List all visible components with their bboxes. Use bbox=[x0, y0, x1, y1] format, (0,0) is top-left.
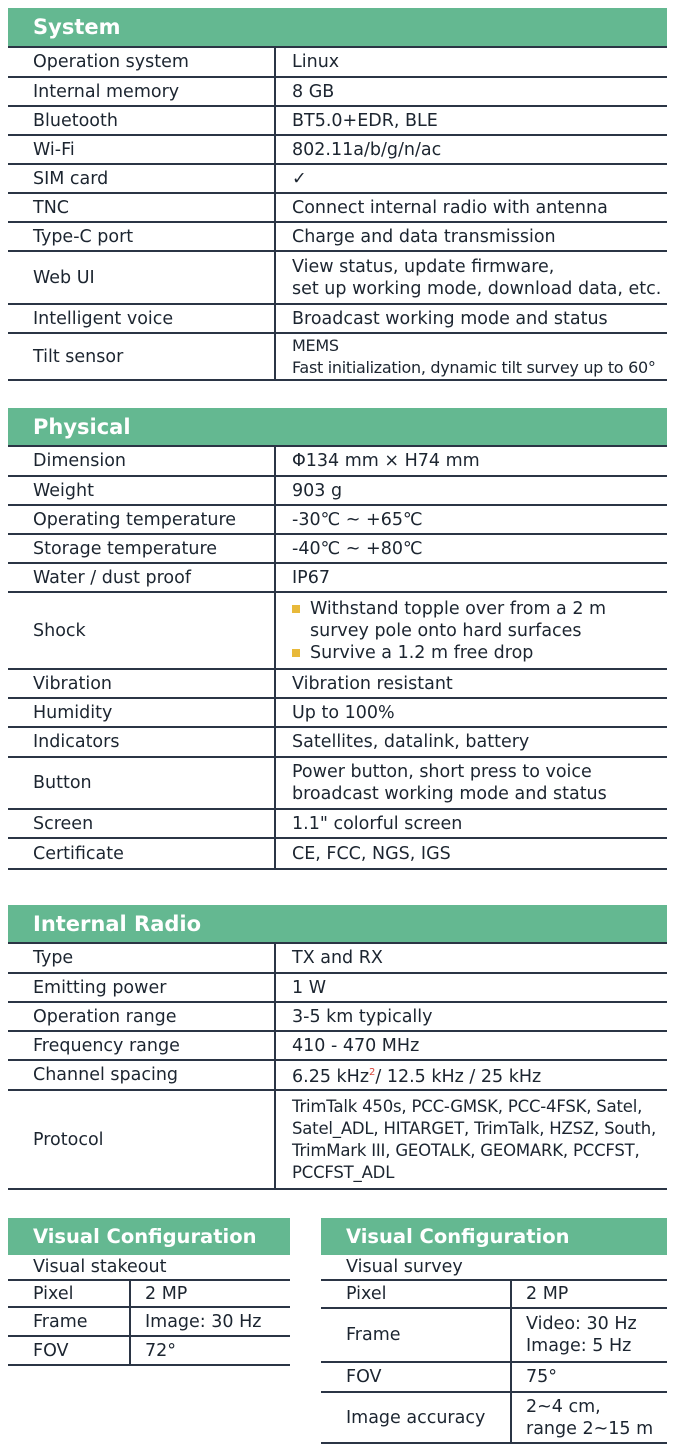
table-row: Emitting power 1 W bbox=[8, 973, 667, 1002]
bullet-icon bbox=[292, 649, 300, 657]
table-row: Operation range 3-5 km typically bbox=[8, 1002, 667, 1031]
visual-left-table bbox=[8, 1279, 290, 1366]
table-row: Indicators Satellites, datalink, battery bbox=[8, 727, 667, 757]
table-row: Type TX and RX bbox=[8, 943, 667, 973]
radio-table bbox=[8, 942, 667, 1190]
table-row: Button Power button, short press to voice broadcast working mode and status bbox=[8, 757, 667, 809]
physical-section bbox=[8, 408, 667, 870]
visual-right-header: Visual Configuration bbox=[321, 1218, 667, 1255]
table-row: Operating temperature -30℃ ~ +65℃ bbox=[8, 505, 667, 534]
table-row: Storage temperature -40℃ ~ +80℃ bbox=[8, 534, 667, 563]
table-row: Bluetooth BT5.0+EDR, BLE bbox=[8, 106, 667, 135]
table-row: FOV 72° bbox=[8, 1336, 290, 1365]
table-row: Certificate CE, FCC, NGS, IGS bbox=[8, 838, 667, 869]
table-row: Internal memory 8 GB bbox=[8, 77, 667, 106]
physical-header: Physical bbox=[8, 408, 667, 445]
table-row: Pixel 2 MP bbox=[321, 1280, 667, 1308]
table-row: Frame Image: 30 Hz bbox=[8, 1307, 290, 1336]
visual-right-table bbox=[321, 1279, 667, 1444]
table-row: Dimension Φ134 mm × H74 mm bbox=[8, 446, 667, 476]
visual-right-subtitle: Visual survey bbox=[346, 1257, 463, 1277]
table-row: Channel spacing 6.25 kHz$^2$/ 12.5 kHz / 25 kHz bbox=[8, 1060, 667, 1090]
table-row: Tilt sensor MEMS Fast initialization, dynamic tilt survey up to 60° bbox=[8, 333, 667, 380]
visual-survey-section bbox=[321, 1218, 667, 1444]
table-row: Weight 903 g bbox=[8, 476, 667, 505]
table-row: Web UI View status, update firmware, set up working mode, download data, etc. bbox=[8, 251, 667, 304]
table-row: Water / dust proof IP67 bbox=[8, 563, 667, 592]
table-row: TNC Connect internal radio with antenna bbox=[8, 193, 667, 222]
table-row: Frame Video: 30 Hz Image: 5 Hz bbox=[321, 1308, 667, 1362]
list-item: Withstand topple over from a 2 m survey pole onto hard surfaces bbox=[292, 598, 667, 642]
footnote-marker: 2 bbox=[369, 1067, 376, 1079]
visual-stakeout-section bbox=[8, 1218, 290, 1366]
table-row: Wi-Fi 802.11a/b/g/n/ac bbox=[8, 135, 667, 164]
check-icon: ✓ bbox=[275, 164, 667, 193]
table-row: Humidity Up to 100% bbox=[8, 698, 667, 727]
system-table bbox=[8, 46, 667, 381]
table-row: Shock Withstand topple over from a 2 m survey pole onto hard surfaces Survive a 1.2 m free drop bbox=[8, 592, 667, 669]
table-row: Operation system Linux bbox=[8, 47, 667, 77]
table-row: Protocol TrimTalk 450s, PCC-GMSK, PCC-4FSK, Satel, Satel_ADL, HITARGET, TrimTalk, HZSZ, South, TrimMark III, GEOTALK, GEOMARK, PCCFST, PCCFST_ADL bbox=[8, 1090, 667, 1189]
table-row: Type-C port Charge and data transmission bbox=[8, 222, 667, 251]
table-row: Frequency range 410 - 470 MHz bbox=[8, 1031, 667, 1060]
table-row: SIM card ✓ bbox=[8, 164, 667, 193]
table-row: FOV 75° bbox=[321, 1362, 667, 1392]
table-row: Vibration Vibration resistant bbox=[8, 669, 667, 698]
radio-header: Internal Radio bbox=[8, 905, 667, 942]
system-section bbox=[8, 8, 667, 381]
visual-left-subtitle: Visual stakeout bbox=[33, 1257, 167, 1277]
physical-table bbox=[8, 445, 667, 870]
bullet-icon bbox=[292, 605, 300, 613]
radio-section bbox=[8, 905, 667, 1190]
table-row: Image accuracy 2~4 cm, range 2~15 m bbox=[321, 1392, 667, 1443]
list-item: Survive a 1.2 m free drop bbox=[292, 642, 667, 664]
system-header: System bbox=[8, 8, 667, 46]
table-row: Intelligent voice Broadcast working mode and status bbox=[8, 304, 667, 333]
table-row: Screen 1.1" colorful screen bbox=[8, 809, 667, 838]
visual-left-header: Visual Configuration bbox=[8, 1218, 290, 1255]
table-row: Pixel 2 MP bbox=[8, 1280, 290, 1307]
